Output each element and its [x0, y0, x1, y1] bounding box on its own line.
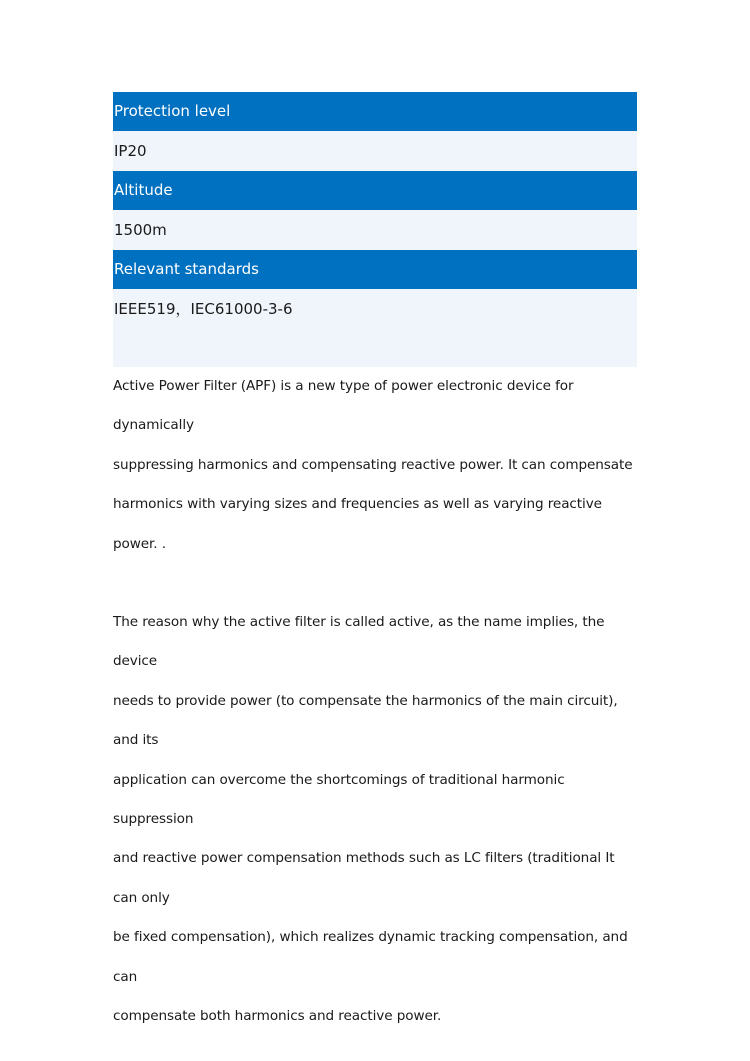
text-line: Active Power Filter (APF) is a new type of power electronic device for dynamically: [113, 378, 574, 434]
text-line: compensate both harmonics and reactive power.: [113, 1008, 442, 1025]
spec-label-protection-level: Protection level: [113, 92, 637, 131]
text-line: suppressing harmonics and compensating reactive power. It can compensate: [113, 456, 633, 473]
text-line: and reactive power compensation methods such as LC filters (traditional It can only: [113, 850, 615, 906]
document-page: [113, 92, 637, 1037]
spec-table: [113, 92, 637, 367]
text-line: application can overcome the shortcomings of traditional harmonic suppression: [113, 771, 565, 828]
spec-value-protection-level: IP20: [113, 131, 637, 171]
text-line: be fixed compensation), which realizes dynamic tracking compensation, and can: [113, 929, 628, 985]
text-line: The reason why the active filter is called active, as the name implies, the device: [113, 614, 605, 670]
text-line: needs to provide power (to compensate the harmonics of the main circuit), and its: [113, 692, 618, 749]
spec-label-altitude: Altitude: [113, 171, 637, 210]
text-line: harmonics with varying sizes and frequencies as well as varying reactive power. .: [113, 496, 602, 552]
spec-value-relevant-standards: IEEE519，IEC61000-3-6: [113, 289, 637, 367]
paragraph-apf-intro: [113, 367, 637, 564]
spec-label-relevant-standards: Relevant standards: [113, 250, 637, 289]
spec-value-altitude: 1500m: [113, 210, 637, 250]
paragraph-active-filter-reason: [113, 603, 637, 1036]
